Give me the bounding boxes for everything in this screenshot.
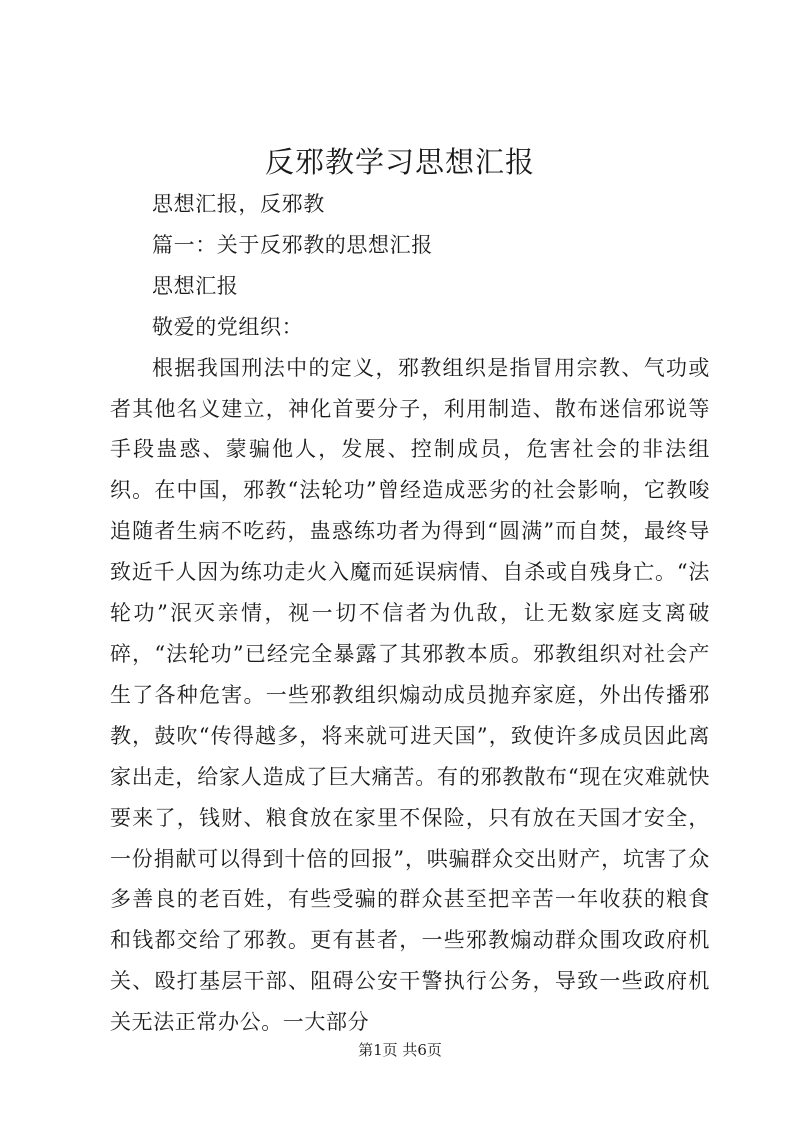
main-paragraph: 根据我国刑法中的定义，邪教组织是指冒用宗教、气功或者其他名义建立，神化首要分子，利用制造、散布迷信邪说等手段蛊惑、蒙骗他人，发展、控制成员，危害社会的非法组织。在中国，邪教“法轮功”曾经造成恶劣的社会影响，它教唆追随者生病不吃药，蛊惑练功者为得到“圆满”而自焚，最终导致近千人因为练功走火入魔而延误病情、自杀或自残身亡。“法轮功”泯灭亲情，视一切不信者为仇敌，让无数家庭支离破碎，“法轮功”已经完全暴露了其邪教本质。邪教组织对社会产生了各种危害。一些邪教组织煽动成员抛弃家庭，外出传播邪教，鼓吹“传得越多，将来就可进天国”，致使许多成员因此离家出走，给家人造成了巨大痛苦。有的邪教散布“现在灾难就快要来了，钱财、粮食放在家里不保险，只有放在天国才安全，一份捐献可以得到十倍的回报”，哄骗群众交出财产，坑害了众多善良的老百姓，有些受骗的群众甚至把辛苦一年收获的粮食和钱都交给了邪教。更有甚者，一些邪教煽动群众围攻政府机关、殴打基层干部、阻碍公安干警执行公务，导致一些政府机关无法正常办公。一大部分 [110, 355, 710, 1035]
text-line-4: 敬爱的党组织： [152, 314, 304, 339]
text-line-2: 篇一：关于反邪教的思想汇报 [152, 232, 433, 257]
text-line-3: 思想汇报 [152, 273, 239, 298]
document-body [110, 184, 710, 1043]
document-title: 反邪教学习思想汇报 [264, 145, 535, 179]
text-line-1: 思想汇报，反邪教 [152, 192, 325, 216]
page-footer: 第1页 共6页 [358, 1041, 442, 1059]
